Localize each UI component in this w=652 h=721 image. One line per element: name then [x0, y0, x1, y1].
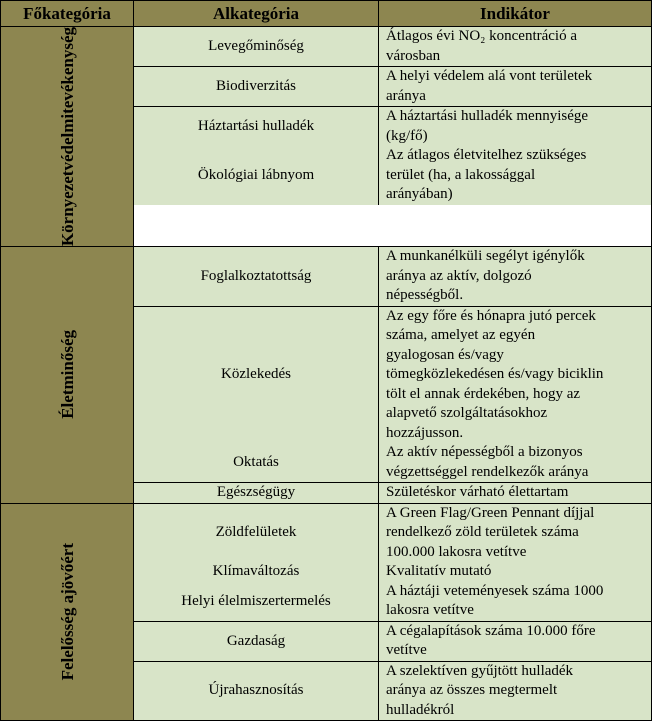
main-category-label — [58, 27, 77, 246]
indicator-entry — [134, 443, 651, 482]
subcategory: Háztartási hulladék — [134, 107, 379, 146]
indicator-entry — [134, 107, 651, 146]
table-row — [134, 107, 651, 205]
table-row — [134, 307, 651, 484]
table-row — [134, 67, 651, 107]
subcategory: Helyi élelmiszertermelés — [134, 582, 379, 621]
indicator-line: A szelektíven gyűjtött hulladék — [386, 662, 574, 679]
table-row — [134, 504, 651, 622]
indicator-line: Születéskor várható élettartam — [386, 484, 569, 501]
indicator-line: A háztáji veteményesek száma 1000 — [386, 582, 604, 599]
indicator-line: Az aktív népességből a bizonyos — [386, 444, 583, 461]
indicator-entry — [134, 582, 651, 621]
indicator-line: tömegközlekedésen és/vagy biciklin — [386, 366, 604, 383]
indicator-entry — [134, 562, 651, 582]
indicator-line: Az átlagos életvitelhez szükséges — [386, 147, 587, 163]
indicator-line: A cégalapítások száma 10.000 főre — [386, 622, 596, 639]
indicator-line: A helyi védelem alá vont területek — [386, 68, 593, 84]
indicator-line: népességből. — [386, 287, 464, 304]
subcategory: Biodiverzitás — [134, 67, 379, 106]
indicator-line: rendelkező zöld területek száma — [386, 524, 579, 541]
indicator-line: gyalogosan és/vagy — [386, 346, 504, 363]
indicator — [379, 67, 651, 106]
indicator — [379, 504, 651, 563]
main-category-line: Környezetvédelmi — [57, 113, 77, 247]
indicator-line: lakosra vetítve — [386, 602, 474, 619]
indicator — [379, 582, 651, 621]
subcategory: Zöldfelületek — [134, 504, 379, 563]
indicator — [379, 562, 651, 582]
indicator-entry — [134, 67, 651, 106]
indicator-line: hozzájusson. — [386, 424, 464, 441]
indicator-line: Átlagos évi NO₂ koncentráció a — [386, 28, 578, 44]
subcategory: Klímaváltozás — [134, 562, 379, 582]
main-category-line: Életminőség — [57, 330, 77, 420]
main-category-cell — [1, 27, 134, 246]
indicator — [379, 483, 651, 503]
table-header — [1, 1, 651, 27]
indicator-entry — [134, 146, 651, 205]
indicator-entry — [134, 662, 651, 721]
indicator-line: terület (ha, a lakossággal — [386, 166, 536, 183]
indicator-line: Kvalitatív mutató — [386, 563, 492, 580]
indicator-line: A háztartási hulladék mennyisége — [386, 108, 589, 124]
indicator — [379, 247, 651, 306]
subcategory: Ökológiai lábnyom — [134, 146, 379, 205]
indicator-line: városban — [386, 47, 441, 64]
indicator-line: arányában) — [386, 186, 453, 202]
subcategory: Levegőminőség — [134, 27, 379, 66]
table-row — [134, 483, 651, 503]
indicator-line: aránya az összes megtermelt — [386, 682, 558, 699]
indicator-line: (kg/fő) — [386, 127, 428, 144]
main-category-cell — [1, 247, 134, 503]
indicator — [379, 662, 651, 721]
indicator-line: aránya — [386, 87, 426, 104]
indicator-line: A Green Flag/Green Pennant díjjal — [386, 504, 595, 521]
indicator-line: aránya az aktív, dolgozó — [386, 267, 532, 284]
table-row — [134, 622, 651, 662]
header-main-category: Főkategória — [1, 1, 134, 26]
indicator — [379, 107, 651, 146]
indicator-line: hulladékról — [386, 701, 455, 718]
subcategory: Foglalkoztatottság — [134, 247, 379, 306]
main-category-line: Felelősség a — [57, 595, 77, 681]
header-indicator: Indikátor — [480, 4, 550, 23]
indicator — [379, 443, 651, 482]
indicator — [379, 622, 651, 661]
indicator-line: Az egy főre és hónapra jutó percek — [386, 307, 596, 324]
indicator-entry — [134, 27, 651, 66]
subcategory: Oktatás — [134, 443, 379, 482]
main-category-label — [58, 330, 77, 419]
indicator — [379, 146, 651, 205]
indicator-entry — [134, 504, 651, 563]
table-row — [134, 662, 651, 721]
indicator — [379, 27, 651, 66]
indicator — [379, 307, 651, 444]
subcategory: Egészségügy — [134, 483, 379, 503]
subcategory: Újrahasznosítás — [134, 662, 379, 721]
header-subcategory: Alkategória — [134, 1, 379, 26]
indicator-entry — [134, 247, 651, 306]
subcategory: Gazdaság — [134, 622, 379, 661]
indicator-line: A munkanélküli segélyt igénylők — [386, 248, 585, 265]
indicator-line: alapvető szolgáltatásokhoz — [386, 405, 548, 422]
indicator-line: vetítve — [386, 642, 427, 659]
indicator-entry — [134, 307, 651, 444]
category-group — [1, 504, 651, 721]
main-category-label — [58, 543, 77, 680]
category-group — [1, 27, 651, 247]
main-category-line: jövőért — [57, 543, 77, 596]
category-group — [1, 247, 651, 504]
indicator-entry — [134, 483, 651, 503]
indicator-entry — [134, 622, 651, 661]
table-row — [134, 247, 651, 307]
table-row — [134, 27, 651, 67]
main-category-line: tevékenység — [57, 27, 77, 114]
main-category-cell — [1, 504, 134, 721]
indicator-line: száma, amelyet az egyén — [386, 327, 536, 344]
indicator-line: végzettséggel rendelkezők aránya — [386, 463, 589, 480]
subcategory: Közlekedés — [134, 307, 379, 444]
indicator-line: tölt el annak érdekében, hogy az — [386, 385, 581, 402]
indicator-line: 100.000 lakosra vetítve — [386, 543, 527, 560]
